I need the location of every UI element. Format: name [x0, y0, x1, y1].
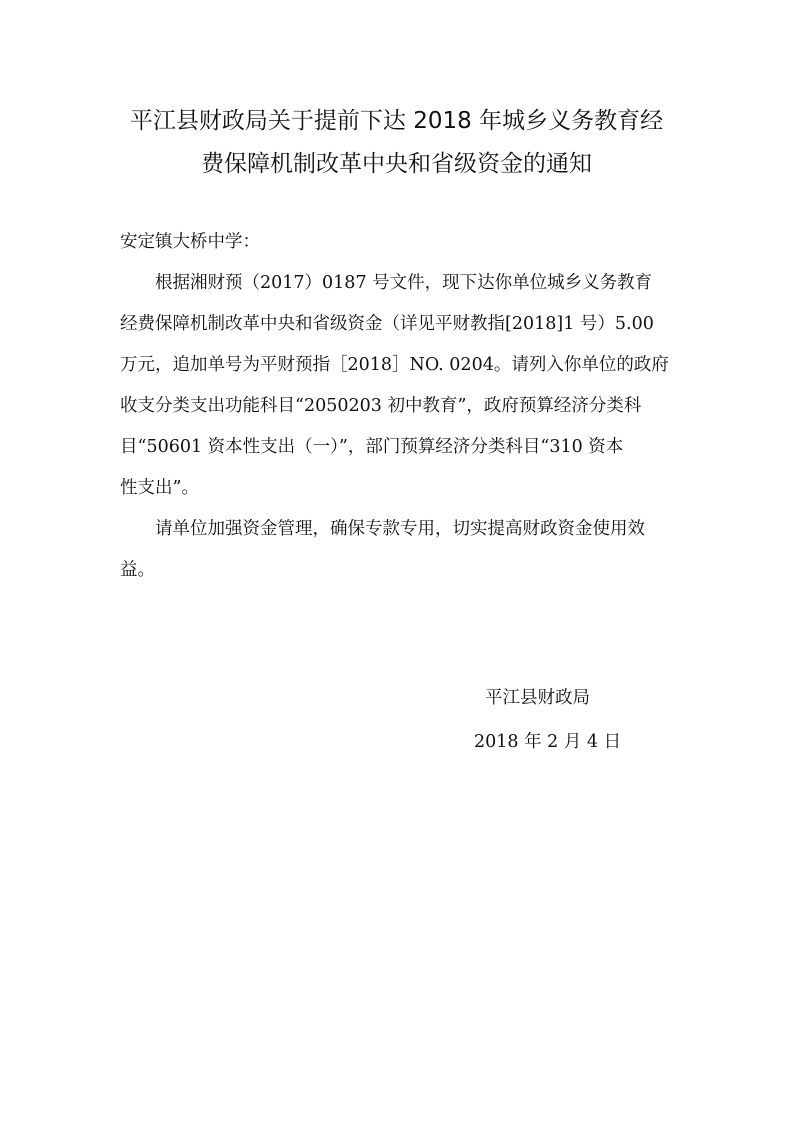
body-line-6: 性支出”。	[120, 478, 199, 498]
signature-organization: 平江县财政局	[485, 688, 590, 708]
salutation: 安定镇大桥中学：	[120, 232, 260, 252]
document-title-line-2: 费保障机制改革中央和省级资金的通知	[201, 151, 592, 177]
body-line-8: 益。	[120, 560, 155, 580]
body-line-5: 目“50601 资本性支出（一）”，部门预算经济分类科目“310 资本	[120, 437, 624, 457]
body-line-3: 万元，追加单号为平财预指［2018］NO. 0204。请列入你单位的政府	[120, 355, 669, 375]
body-line-2: 经费保障机制改革中央和省级资金（详见平财教指[2018]1 号）5.00	[120, 314, 654, 334]
signature-date: 2018 年 2 月 4 日	[474, 732, 622, 752]
body-line-1: 根据湘财预（2017）0187 号文件，现下达你单位城乡义务教育	[155, 273, 653, 293]
body-line-4: 收支分类支出功能科目“2050203 初中教育”，政府预算经济分类科	[120, 396, 642, 416]
document-title-line-1: 平江县财政局关于提前下达 2018 年城乡义务教育经	[129, 108, 664, 134]
body-line-7: 请单位加强资金管理，确保专款专用，切实提高财政资金使用效	[155, 519, 645, 539]
